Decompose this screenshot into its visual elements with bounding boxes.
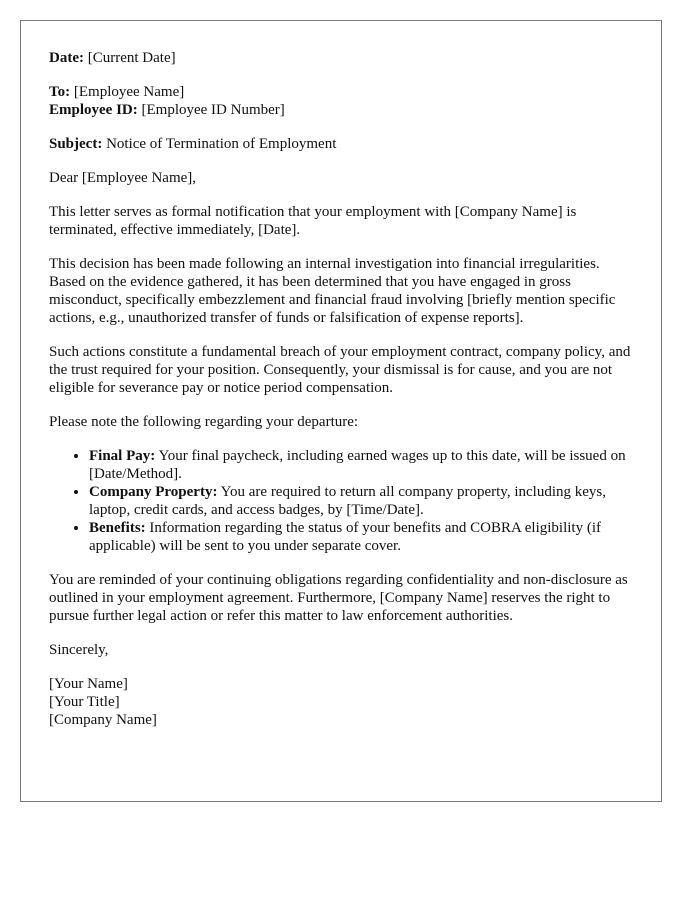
to-line: [49, 83, 633, 101]
to-label: To:: [49, 84, 71, 100]
date-value: [Current Date]: [87, 50, 176, 66]
list-item-text: You are required to return all company property, including keys, laptop, credit cards, and access badges, by [Time/Date].: [89, 484, 606, 518]
paragraph-notification: This letter serves as formal notification that your employment with [Company Name] is terminated, effective immediately, [Date].: [49, 204, 577, 238]
list-item-label: Final Pay:: [89, 448, 156, 464]
employee-id-line: [49, 101, 633, 119]
signature-company: [Company Name]: [49, 712, 157, 728]
departure-list: [49, 447, 633, 555]
to-value: [Employee Name]: [73, 84, 185, 100]
list-item-label: Company Property:: [89, 484, 218, 500]
date-label: Date:: [49, 50, 84, 66]
paragraph-departure-intro: Please note the following regarding your departure:: [49, 414, 359, 430]
signature-block: [49, 675, 633, 729]
list-item-final-pay: [89, 447, 633, 483]
list-item-label: Benefits:: [89, 520, 146, 536]
list-item-company-property: [89, 483, 633, 519]
closing: Sincerely,: [49, 642, 109, 658]
list-item-text: Your final paycheck, including earned wages up to this date, will be issued on [Date/Method].: [89, 448, 626, 482]
subject-value: Notice of Termination of Employment: [106, 136, 337, 152]
list-item-benefits: [89, 519, 633, 555]
list-item-text: Information regarding the status of your benefits and COBRA eligibility (if applicable) will be sent to you under separate cover.: [89, 520, 601, 554]
employee-id-label: Employee ID:: [49, 102, 138, 118]
employee-id-value: [Employee ID Number]: [141, 102, 285, 118]
date-line: [49, 49, 633, 67]
signature-title: [Your Title]: [49, 694, 120, 710]
paragraph-breach: Such actions constitute a fundamental breach of your employment contract, company policy, and the trust required for your position. Consequently, your dismissal is for cause, and you are not eligible for severance pay or notice period compensation.: [49, 344, 631, 396]
termination-letter: [20, 20, 662, 802]
paragraph-investigation: This decision has been made following an internal investigation into financial irregularities. Based on the evidence gathered, it has been determined that you have engaged in gross misconduct, specifically embezzlement and financial fraud involving [briefly mention specific actions, e.g., unauthorized transfer of funds or falsification of expense reports].: [49, 256, 616, 326]
signature-name: [Your Name]: [49, 676, 128, 692]
subject-line: [49, 135, 633, 153]
paragraph-obligations: You are reminded of your continuing obligations regarding confidentiality and non-disclosure as outlined in your employment agreement. Furthermore, [Company Name] reserves the right to pursue further legal action or refer this matter to law enforcement authorities.: [49, 572, 628, 624]
subject-label: Subject:: [49, 136, 103, 152]
salutation: Dear [Employee Name],: [49, 170, 197, 186]
recipient-block: [49, 83, 633, 119]
